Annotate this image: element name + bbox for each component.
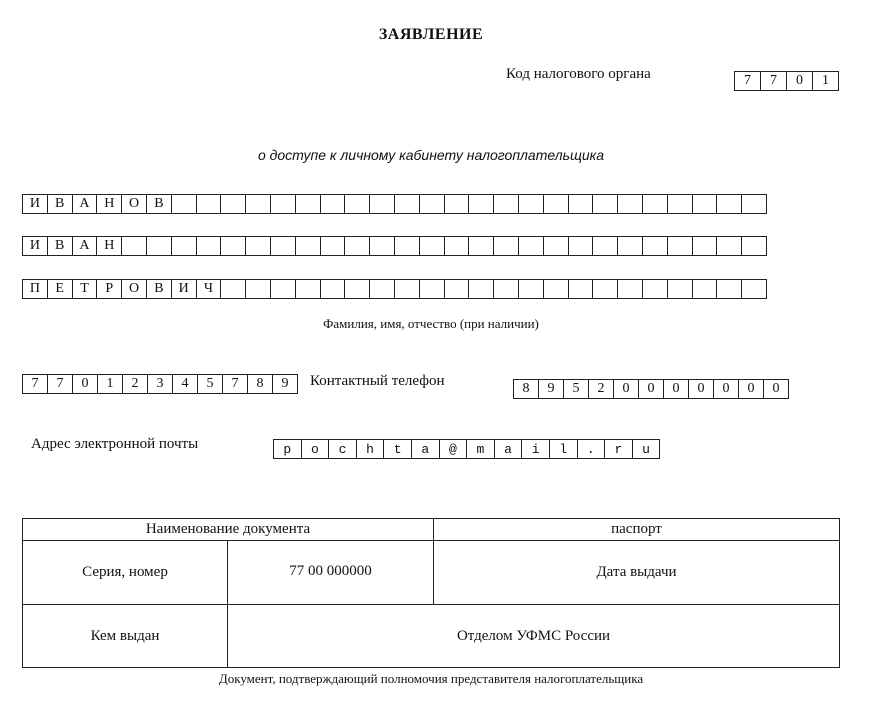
char-cell[interactable]	[420, 237, 445, 255]
char-cell[interactable]	[296, 195, 321, 213]
char-cell[interactable]	[197, 195, 222, 213]
name-cells[interactable]	[22, 236, 767, 256]
char-cell[interactable]	[618, 237, 643, 255]
document-name-row	[23, 519, 840, 541]
char-cell[interactable]: 0	[614, 380, 639, 398]
char-cell[interactable]: Е	[48, 280, 73, 298]
char-cell[interactable]: 8	[248, 375, 273, 393]
char-cell[interactable]: 0	[73, 375, 98, 393]
char-cell[interactable]: В	[147, 280, 172, 298]
char-cell[interactable]: 7	[735, 72, 761, 90]
char-cell[interactable]: 0	[714, 380, 739, 398]
char-cell[interactable]: 7	[48, 375, 73, 393]
char-cell[interactable]: А	[73, 237, 98, 255]
char-cell[interactable]: t	[384, 440, 412, 458]
char-cell[interactable]	[221, 195, 246, 213]
issue-date-label[interactable]: Дата выдачи	[434, 541, 840, 605]
char-cell[interactable]: 4	[173, 375, 198, 393]
char-cell[interactable]: Р	[97, 280, 122, 298]
char-cell[interactable]	[321, 195, 346, 213]
char-cell[interactable]: 9	[273, 375, 298, 393]
form-subtitle: о доступе к личному кабинету налогоплательщика	[257, 147, 605, 163]
char-cell[interactable]: В	[48, 237, 73, 255]
char-cell[interactable]: 7	[223, 375, 248, 393]
char-cell[interactable]	[494, 237, 519, 255]
char-cell[interactable]	[395, 195, 420, 213]
char-cell[interactable]	[668, 237, 693, 255]
char-cell[interactable]	[569, 280, 594, 298]
document-issued-row	[23, 605, 840, 668]
char-cell[interactable]	[519, 237, 544, 255]
char-cell[interactable]	[717, 280, 742, 298]
char-cell[interactable]: И	[172, 280, 197, 298]
char-cell[interactable]: p	[274, 440, 302, 458]
char-cell[interactable]	[345, 237, 370, 255]
char-cell[interactable]: h	[357, 440, 385, 458]
document-series-row	[23, 541, 840, 605]
char-cell[interactable]	[618, 195, 643, 213]
char-cell[interactable]	[271, 237, 296, 255]
char-cell[interactable]	[246, 280, 271, 298]
char-cell[interactable]: 0	[764, 380, 789, 398]
char-cell[interactable]	[296, 237, 321, 255]
char-cell[interactable]	[544, 237, 569, 255]
document-name-header: Наименование документа	[23, 519, 434, 541]
char-cell[interactable]: 0	[787, 72, 813, 90]
char-cell[interactable]	[519, 195, 544, 213]
char-cell[interactable]: c	[329, 440, 357, 458]
issued-by-value[interactable]: Отделом УФМС России	[228, 605, 840, 668]
char-cell[interactable]	[593, 280, 618, 298]
char-cell[interactable]	[469, 195, 494, 213]
char-cell[interactable]	[668, 195, 693, 213]
char-cell[interactable]	[618, 280, 643, 298]
char-cell[interactable]	[370, 280, 395, 298]
char-cell[interactable]	[370, 195, 395, 213]
fio-caption: Фамилия, имя, отчество (при наличии)	[323, 316, 539, 331]
char-cell[interactable]	[494, 280, 519, 298]
char-cell[interactable]: m	[467, 440, 495, 458]
char-cell[interactable]	[544, 195, 569, 213]
char-cell[interactable]: Т	[73, 280, 98, 298]
char-cell[interactable]: l	[550, 440, 578, 458]
patronymic-cells[interactable]	[22, 279, 767, 299]
char-cell[interactable]: u	[633, 440, 661, 458]
email-cells[interactable]	[273, 439, 660, 459]
char-cell[interactable]	[395, 280, 420, 298]
char-cell[interactable]	[420, 280, 445, 298]
char-cell[interactable]: 1	[813, 72, 839, 90]
char-cell[interactable]	[345, 280, 370, 298]
char-cell[interactable]	[494, 195, 519, 213]
char-cell[interactable]: Н	[97, 237, 122, 255]
char-cell[interactable]	[172, 237, 197, 255]
char-cell[interactable]	[693, 280, 718, 298]
char-cell[interactable]	[445, 237, 470, 255]
char-cell[interactable]: 0	[664, 380, 689, 398]
char-cell[interactable]	[569, 237, 594, 255]
char-cell[interactable]: П	[23, 280, 48, 298]
char-cell[interactable]	[742, 237, 767, 255]
document-name-value[interactable]: паспорт	[434, 519, 840, 541]
char-cell[interactable]	[593, 195, 618, 213]
char-cell[interactable]	[395, 237, 420, 255]
char-cell[interactable]: o	[302, 440, 330, 458]
issued-by-label: Кем выдан	[23, 605, 228, 668]
char-cell[interactable]: r	[605, 440, 633, 458]
char-cell[interactable]: .	[578, 440, 606, 458]
char-cell[interactable]: 3	[148, 375, 173, 393]
phone-label: Контактный телефон	[310, 373, 445, 389]
char-cell[interactable]	[271, 280, 296, 298]
tax-office-code-cells[interactable]	[734, 71, 839, 91]
surname-cells[interactable]	[22, 194, 767, 214]
char-cell[interactable]	[321, 237, 346, 255]
char-cell[interactable]	[122, 237, 147, 255]
char-cell[interactable]	[445, 280, 470, 298]
char-cell[interactable]: @	[440, 440, 468, 458]
char-cell[interactable]: Ч	[197, 280, 222, 298]
char-cell[interactable]: 2	[123, 375, 148, 393]
char-cell[interactable]	[643, 280, 668, 298]
series-value[interactable]: 77 00 000000	[228, 541, 434, 605]
char-cell[interactable]	[172, 195, 197, 213]
char-cell[interactable]: 5	[564, 380, 589, 398]
char-cell[interactable]: i	[522, 440, 550, 458]
char-cell[interactable]	[246, 195, 271, 213]
char-cell[interactable]	[469, 280, 494, 298]
form-title: ЗАЯВЛЕНИЕ	[378, 26, 484, 43]
char-cell[interactable]: А	[73, 195, 98, 213]
char-cell[interactable]: 0	[739, 380, 764, 398]
char-cell[interactable]: a	[412, 440, 440, 458]
char-cell[interactable]	[544, 280, 569, 298]
char-cell[interactable]: О	[122, 280, 147, 298]
char-cell[interactable]	[519, 280, 544, 298]
char-cell[interactable]	[643, 237, 668, 255]
char-cell[interactable]: 0	[689, 380, 714, 398]
char-cell[interactable]	[345, 195, 370, 213]
char-cell[interactable]: 8	[514, 380, 539, 398]
char-cell[interactable]: О	[122, 195, 147, 213]
inn-cells[interactable]	[22, 374, 298, 394]
char-cell[interactable]	[246, 237, 271, 255]
char-cell[interactable]	[569, 195, 594, 213]
char-cell[interactable]	[742, 280, 767, 298]
char-cell[interactable]	[221, 237, 246, 255]
document-table	[22, 518, 840, 668]
char-cell[interactable]	[370, 237, 395, 255]
char-cell[interactable]	[147, 237, 172, 255]
char-cell[interactable]	[469, 237, 494, 255]
char-cell[interactable]: 7	[23, 375, 48, 393]
document-caption: Документ, подтверждающий полномочия представителя налогоплательщика	[218, 671, 644, 686]
char-cell[interactable]: 1	[98, 375, 123, 393]
char-cell[interactable]	[445, 195, 470, 213]
email-label: Адрес электронной почты	[31, 436, 199, 452]
char-cell[interactable]	[717, 195, 742, 213]
char-cell[interactable]: И	[23, 237, 48, 255]
char-cell[interactable]: 9	[539, 380, 564, 398]
char-cell[interactable]: 5	[198, 375, 223, 393]
char-cell[interactable]	[321, 280, 346, 298]
char-cell[interactable]: И	[23, 195, 48, 213]
char-cell[interactable]: В	[147, 195, 172, 213]
char-cell[interactable]	[420, 195, 445, 213]
char-cell[interactable]: a	[495, 440, 523, 458]
char-cell[interactable]: Н	[97, 195, 122, 213]
char-cell[interactable]	[296, 280, 321, 298]
char-cell[interactable]: 7	[761, 72, 787, 90]
char-cell[interactable]	[668, 280, 693, 298]
char-cell[interactable]	[717, 237, 742, 255]
char-cell[interactable]	[693, 195, 718, 213]
char-cell[interactable]	[693, 237, 718, 255]
char-cell[interactable]	[221, 280, 246, 298]
tax-office-label: Код налогового органа	[506, 66, 651, 82]
char-cell[interactable]	[271, 195, 296, 213]
char-cell[interactable]	[742, 195, 767, 213]
char-cell[interactable]	[643, 195, 668, 213]
char-cell[interactable]	[197, 237, 222, 255]
char-cell[interactable]	[593, 237, 618, 255]
phone-cells[interactable]	[513, 379, 789, 399]
char-cell[interactable]: В	[48, 195, 73, 213]
series-label: Серия, номер	[23, 541, 228, 605]
char-cell[interactable]: 0	[639, 380, 664, 398]
char-cell[interactable]: 2	[589, 380, 614, 398]
